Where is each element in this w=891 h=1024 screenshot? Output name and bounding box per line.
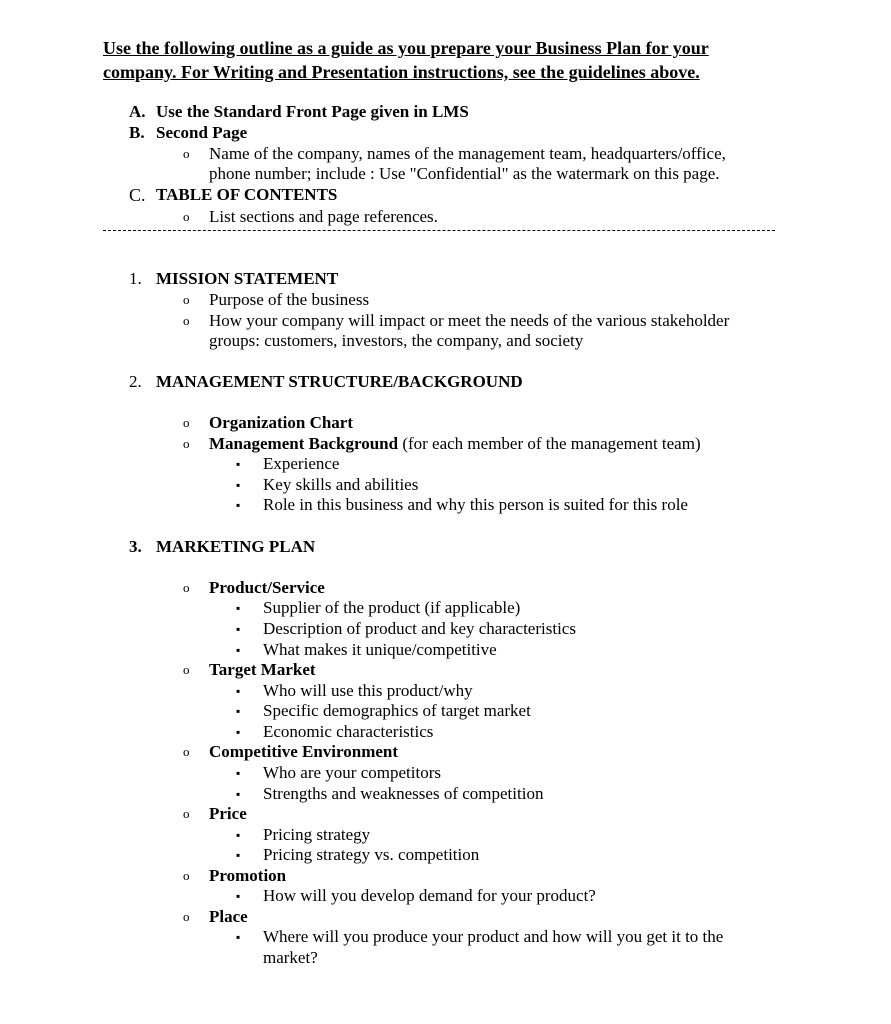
list-item: What makes it unique/competitive xyxy=(263,640,497,659)
heading-line-2: company. For Writing and Presentation instructions, see the guidelines above. xyxy=(103,62,700,82)
item-b-text: Second Page xyxy=(156,123,248,142)
bullet-circle-icon: o xyxy=(183,146,190,161)
bullet-circle-icon: o xyxy=(183,436,190,451)
list-item: Where will you produce your product and how will you get it to the xyxy=(263,927,724,946)
bullet-square-icon: ▪ xyxy=(236,601,241,615)
subsection-title: Price xyxy=(209,804,247,823)
bullet-square-icon: ▪ xyxy=(236,684,241,698)
list-item: Pricing strategy vs. competition xyxy=(263,845,480,864)
bullet-square-icon: ▪ xyxy=(236,478,241,492)
item-a-label: A. xyxy=(129,102,146,121)
bullet-square-icon: ▪ xyxy=(236,848,241,862)
bullet-square-icon: ▪ xyxy=(236,704,241,718)
bullet-square-icon: ▪ xyxy=(236,889,241,903)
section-2-title: MANAGEMENT STRUCTURE/BACKGROUND xyxy=(156,372,523,391)
subsection-title: Target Market xyxy=(209,660,316,679)
bullet-square-icon: ▪ xyxy=(236,787,241,801)
list-item: phone number; include : Use "Confidential" as the watermark on this page. xyxy=(209,164,720,183)
list-item: List sections and page references. xyxy=(209,207,438,226)
list-item: Name of the company, names of the management team, headquarters/office, xyxy=(209,144,726,163)
list-item: Strengths and weaknesses of competition xyxy=(263,784,544,803)
section-2-number: 2. xyxy=(129,372,142,391)
section-separator xyxy=(103,230,775,231)
list-item: Key skills and abilities xyxy=(263,475,419,494)
bullet-square-icon: ▪ xyxy=(236,725,241,739)
item-a-text: Use the Standard Front Page given in LMS xyxy=(156,102,469,121)
list-item: Role in this business and why this person is suited for this role xyxy=(263,495,688,514)
list-item: Economic characteristics xyxy=(263,722,434,741)
bullet-square-icon: ▪ xyxy=(236,766,241,780)
item-b-label: B. xyxy=(129,123,145,142)
list-item: Pricing strategy xyxy=(263,825,371,844)
item-c-text: TABLE OF CONTENTS xyxy=(156,185,338,204)
bullet-circle-icon: o xyxy=(183,313,190,328)
list-item: Who are your competitors xyxy=(263,763,441,782)
heading-line-1: Use the following outline as a guide as you prepare your Business Plan for your xyxy=(103,38,709,58)
outline-heading xyxy=(103,36,793,84)
bullet-square-icon: ▪ xyxy=(236,828,241,842)
list-item: Who will use this product/why xyxy=(263,681,473,700)
list-item: Supplier of the product (if applicable) xyxy=(263,598,521,617)
management-background-item xyxy=(209,434,701,454)
bullet-circle-icon: o xyxy=(183,806,190,821)
subsection-title: Promotion xyxy=(209,866,287,885)
list-item: How will you develop demand for your product? xyxy=(263,886,596,905)
list-item: Purpose of the business xyxy=(209,290,370,309)
list-item: Specific demographics of target market xyxy=(263,701,531,720)
section-3-title: MARKETING PLAN xyxy=(156,537,316,556)
section-1-title: MISSION STATEMENT xyxy=(156,269,339,288)
bullet-square-icon: ▪ xyxy=(236,643,241,657)
item-c-label: C. xyxy=(129,185,146,205)
bullet-circle-icon: o xyxy=(183,744,190,759)
bullet-circle-icon: o xyxy=(183,415,190,430)
subsection-title: Competitive Environment xyxy=(209,742,399,761)
bullet-circle-icon: o xyxy=(183,292,190,307)
management-background-title: Management Background xyxy=(209,434,399,453)
bullet-square-icon: ▪ xyxy=(236,930,241,944)
bullet-circle-icon: o xyxy=(183,580,190,595)
bullet-square-icon: ▪ xyxy=(236,457,241,471)
org-chart-item: Organization Chart xyxy=(209,413,354,432)
list-item: Description of product and key characteristics xyxy=(263,619,576,638)
section-1-number: 1. xyxy=(129,269,142,288)
list-item: Experience xyxy=(263,454,340,473)
section-3-number: 3. xyxy=(129,537,142,556)
subsection-title: Place xyxy=(209,907,248,926)
subsection-title: Product/Service xyxy=(209,578,325,597)
list-item: market? xyxy=(263,948,318,967)
bullet-circle-icon: o xyxy=(183,868,190,883)
bullet-square-icon: ▪ xyxy=(236,498,241,512)
management-background-note: (for each member of the management team) xyxy=(398,434,701,453)
bullet-circle-icon: o xyxy=(183,209,190,224)
bullet-square-icon: ▪ xyxy=(236,622,241,636)
bullet-circle-icon: o xyxy=(183,662,190,677)
bullet-circle-icon: o xyxy=(183,909,190,924)
list-item: How your company will impact or meet the needs of the various stakeholder xyxy=(209,311,730,330)
list-item: groups: customers, investors, the company, and society xyxy=(209,331,584,350)
